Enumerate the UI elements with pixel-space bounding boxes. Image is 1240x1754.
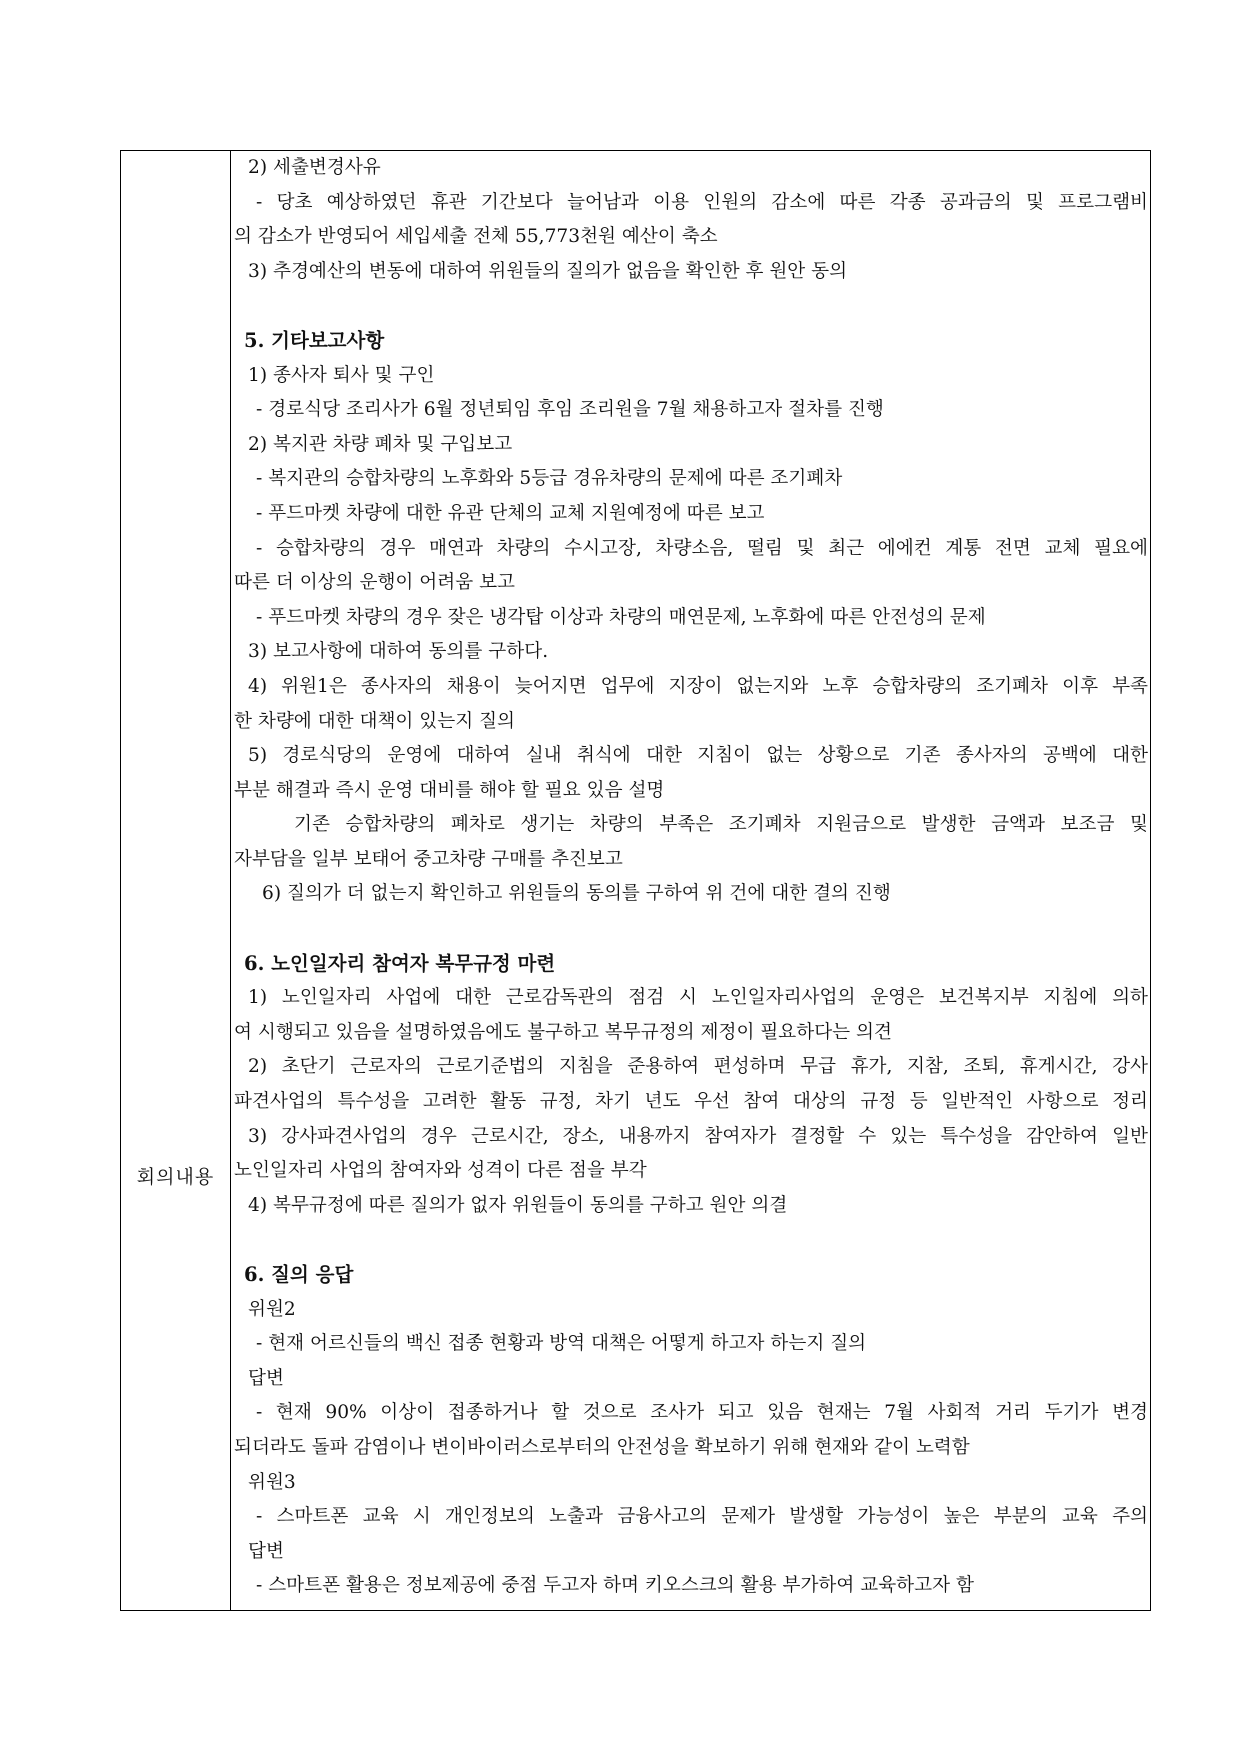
text-line: 따른 더 이상의 운행이 어려움 보고 [234, 572, 516, 594]
minutes-row [121, 151, 1151, 1611]
text-line: 위원3 [248, 1471, 296, 1493]
text-line: 부분 해결과 즉시 운영 대비를 해야 할 필요 있음 설명 [234, 779, 665, 801]
text-line: 3) 보고사항에 대하여 동의를 구하다. [248, 641, 549, 663]
text-line: 파견사업의 특수성을 고려한 활동 규정, 차기 년도 우선 참여 대상의 규정 등 일반적인 사항으로 정리 [234, 1091, 1148, 1113]
text-line: 여 시행되고 있음을 설명하였음에도 불구하고 복무규정의 제정이 필요하다는 의견 [234, 1021, 892, 1043]
text-line: 의 감소가 반영되어 세입세출 전체 55,773천원 예산이 축소 [234, 226, 718, 248]
section-label: 회의내용 [136, 1165, 215, 1188]
minutes-content [231, 151, 1151, 1611]
text-line: 3) 추경예산의 변동에 대하여 위원들의 질의가 없음을 확인한 후 원안 동의 [248, 260, 848, 282]
text-line: 1) 종사자 퇴사 및 구인 [248, 364, 435, 386]
text-line: - 스마트폰 활용은 정보제공에 중점 두고자 하며 키오스크의 활용 부가하여 교육하고자 함 [256, 1575, 974, 1597]
text-line: - 승합차량의 경우 매연과 차량의 수시고장, 차량소음, 떨림 및 최근 에에컨 계통 전면 교체 필요에 [256, 537, 1148, 559]
text-line: 기존 승합차량의 폐차로 생기는 차량의 부족은 조기폐차 지원금으로 발생한 금액과 보조금 및 [294, 814, 1148, 836]
text-line: 한 차량에 대한 대책이 있는지 질의 [234, 710, 516, 732]
text-line: - 경로식당 조리사가 6월 정년퇴임 후임 조리원을 7월 채용하고자 절차를 진행 [256, 399, 884, 421]
section-label-cell [121, 151, 231, 1611]
text-line: 2) 세출변경사유 [248, 157, 381, 178]
text-line: 2) 초단기 근로자의 근로기준법의 지침을 준용하여 편성하며 무급 휴가, 지참, 조퇴, 휴게시간, 강사 [248, 1056, 1148, 1078]
text-line: 5) 경로식당의 운영에 대하여 실내 취식에 대한 지침이 없는 상황으로 기존 종사자의 공백에 대한 [248, 745, 1148, 767]
text-line: - 푸드마켓 차량에 대한 유관 단체의 교체 지원예정에 따른 보고 [256, 502, 765, 524]
text-line: 2) 복지관 차량 폐차 및 구입보고 [248, 433, 513, 455]
text-line: - 스마트폰 교육 시 개인정보의 노출과 금융사고의 문제가 발생할 가능성이 높은 부분의 교육 주의 [256, 1506, 1148, 1528]
text-line: 1) 노인일자리 사업에 대한 근로감독관의 점검 시 노인일자리사업의 운영은 보건복지부 지침에 의하 [248, 987, 1148, 1009]
text-line: - 현재 어르신들의 백신 접종 현황과 방역 대책은 어떻게 하고자 하는지 질의 [256, 1333, 867, 1355]
text-line: - 당초 예상하였던 휴관 기간보다 늘어남과 이용 인원의 감소에 따른 각종 공과금의 및 프로그램비 [256, 191, 1148, 213]
text-line: 노인일자리 사업의 참여자와 성격이 다른 점을 부각 [234, 1160, 647, 1182]
text-line: 답변 [248, 1367, 284, 1389]
text-line: - 현재 90% 이상이 접종하거나 할 것으로 조사가 되고 있음 현재는 7월 사회적 거리 두기가 변경 [256, 1402, 1148, 1424]
section-heading: 6. 노인일자리 참여자 복무규정 마련 [244, 951, 556, 975]
text-line: 4) 위원1은 종사자의 채용이 늦어지면 업무에 지장이 없는지와 노후 승합차량의 조기폐차 이후 부족 [248, 675, 1148, 697]
section-heading: 5. 기타보고사항 [244, 328, 385, 352]
text-line: - 푸드마켓 차량의 경우 잦은 냉각탑 이상과 차량의 매연문제, 노후화에 따른 안전성의 문제 [256, 606, 986, 628]
blank-line [234, 912, 1148, 947]
text-line: 3) 강사파견사업의 경우 근로시간, 장소, 내용까지 참여자가 결정할 수 있는 특수성을 감안하여 일반 [248, 1125, 1148, 1147]
text-line: 되더라도 돌파 감염이나 변이바이러스로부터의 안전성을 확보하기 위해 현재와 같이 노력함 [234, 1436, 970, 1458]
section-heading: 6. 질의 응답 [244, 1263, 354, 1286]
text-line: 자부담을 일부 보태어 중고차량 구매를 추진보고 [234, 848, 623, 870]
text-line: 위원2 [248, 1298, 296, 1320]
text-line: 답변 [248, 1540, 284, 1562]
blank-line [234, 289, 1148, 324]
text-line: 6) 질의가 더 없는지 확인하고 위원들의 동의를 구하여 위 건에 대한 결의 진행 [262, 883, 891, 905]
minutes-table [120, 150, 1151, 1611]
text-line: - 복지관의 승합차량의 노후화와 5등급 경유차량의 문제에 따른 조기폐차 [256, 468, 843, 490]
text-line: 4) 복무규정에 따른 질의가 없자 위원들이 동의를 구하고 원안 의결 [248, 1194, 788, 1216]
blank-line [234, 1223, 1148, 1258]
